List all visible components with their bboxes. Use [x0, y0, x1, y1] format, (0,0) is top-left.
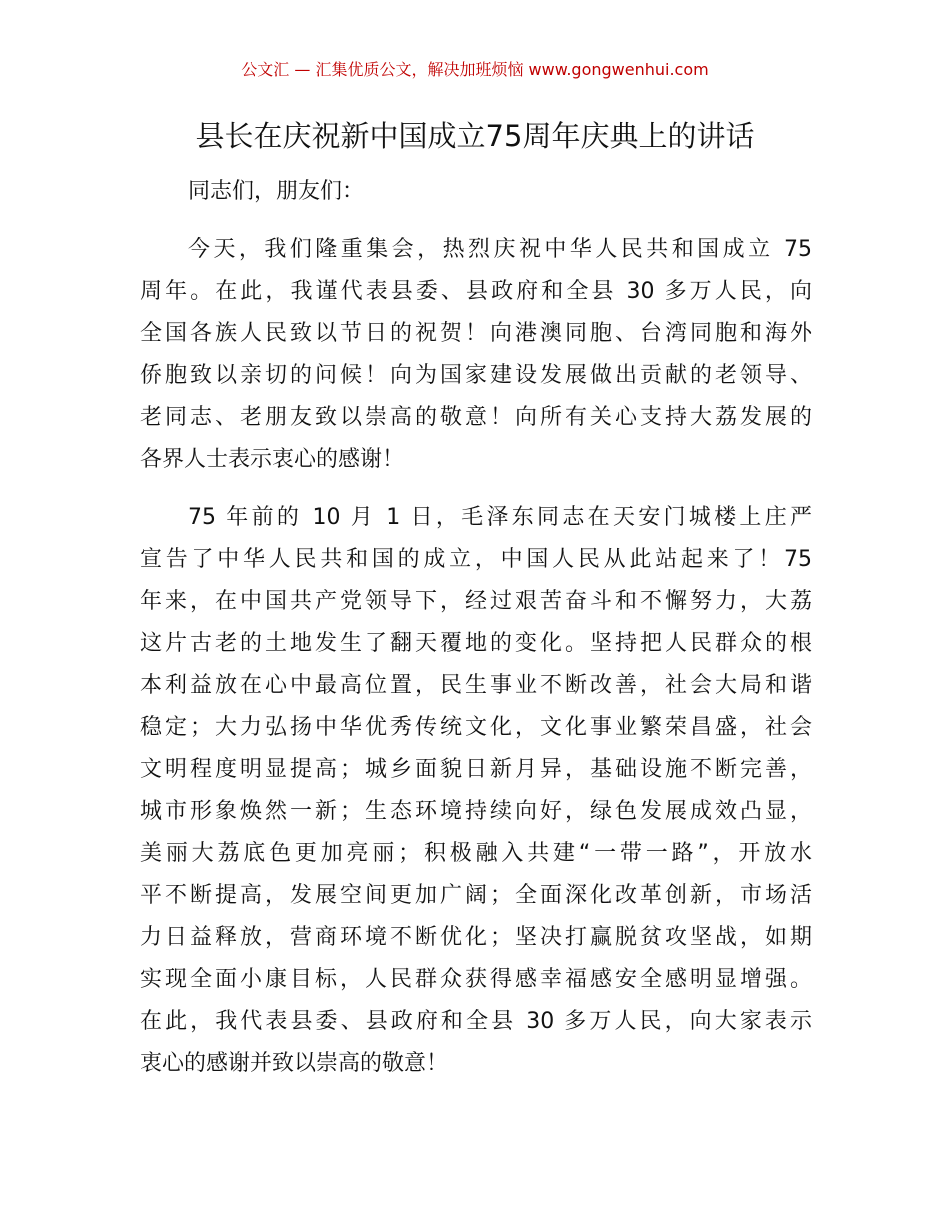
- paragraph-line: 文明程度明显提高；城乡面貌日新月异，基础设施不断完善，: [140, 757, 812, 782]
- paragraph-line: 宣告了中华人民共和国的成立，中国人民从此站起来了！75: [140, 547, 812, 572]
- paragraph-line: 实现全面小康目标，人民群众获得感幸福感安全感明显增强。: [140, 967, 812, 992]
- paragraph-line: 年来，在中国共产党领导下，经过艰苦奋斗和不懈努力，大荔: [140, 589, 812, 614]
- paragraph-line: 平不断提高，发展空间更加广阔；全面深化改革创新，市场活: [140, 883, 812, 908]
- greeting-line: 同志们，朋友们：: [188, 179, 365, 204]
- site-header-banner: 公文汇 — 汇集优质公文，解决加班烦恼 www.gongwenhui.com: [241, 60, 709, 79]
- paragraph-line: 全国各族人民致以节日的祝贺！向港澳同胞、台湾同胞和海外: [140, 321, 812, 346]
- paragraph-line: 各界人士表示衷心的感谢！: [140, 447, 405, 472]
- document-body: [140, 171, 812, 1085]
- paragraph-line: 侨胞致以亲切的问候！向为国家建设发展做出贡献的老领导、: [140, 363, 812, 388]
- document-title: 县长在庆祝新中国成立75周年庆典上的讲话: [195, 119, 755, 153]
- paragraph-line: 衷心的感谢并致以崇高的敬意！: [140, 1051, 449, 1076]
- paragraph-1: [140, 229, 812, 481]
- paragraph-2: [140, 497, 812, 1085]
- paragraph-line: 本利益放在心中最高位置，民生事业不断改善，社会大局和谐: [140, 673, 812, 698]
- paragraph-line: 稳定；大力弘扬中华优秀传统文化，文化事业繁荣昌盛，社会: [140, 715, 812, 740]
- paragraph-line: 周年。在此，我谨代表县委、县政府和全县 30 多万人民，向: [140, 279, 812, 304]
- paragraph-line: 力日益释放，营商环境不断优化；坚决打赢脱贫攻坚战，如期: [140, 925, 812, 950]
- paragraph-line: 美丽大荔底色更加亮丽；积极融入共建“一带一路”，开放水: [140, 841, 812, 866]
- paragraph-line: 这片古老的土地发生了翻天覆地的变化。坚持把人民群众的根: [140, 631, 812, 656]
- paragraph-line: 在此，我代表县委、县政府和全县 30 多万人民，向大家表示: [140, 1009, 812, 1034]
- paragraph-line: 75 年前的 10 月 1 日，毛泽东同志在天安门城楼上庄严: [188, 505, 812, 530]
- paragraph-line: 老同志、老朋友致以崇高的敬意！向所有关心支持大荔发展的: [140, 405, 812, 430]
- paragraph-line: 城市形象焕然一新；生态环境持续向好，绿色发展成效凸显，: [140, 799, 812, 824]
- paragraph-line: 今天，我们隆重集会，热烈庆祝中华人民共和国成立 75: [188, 237, 812, 262]
